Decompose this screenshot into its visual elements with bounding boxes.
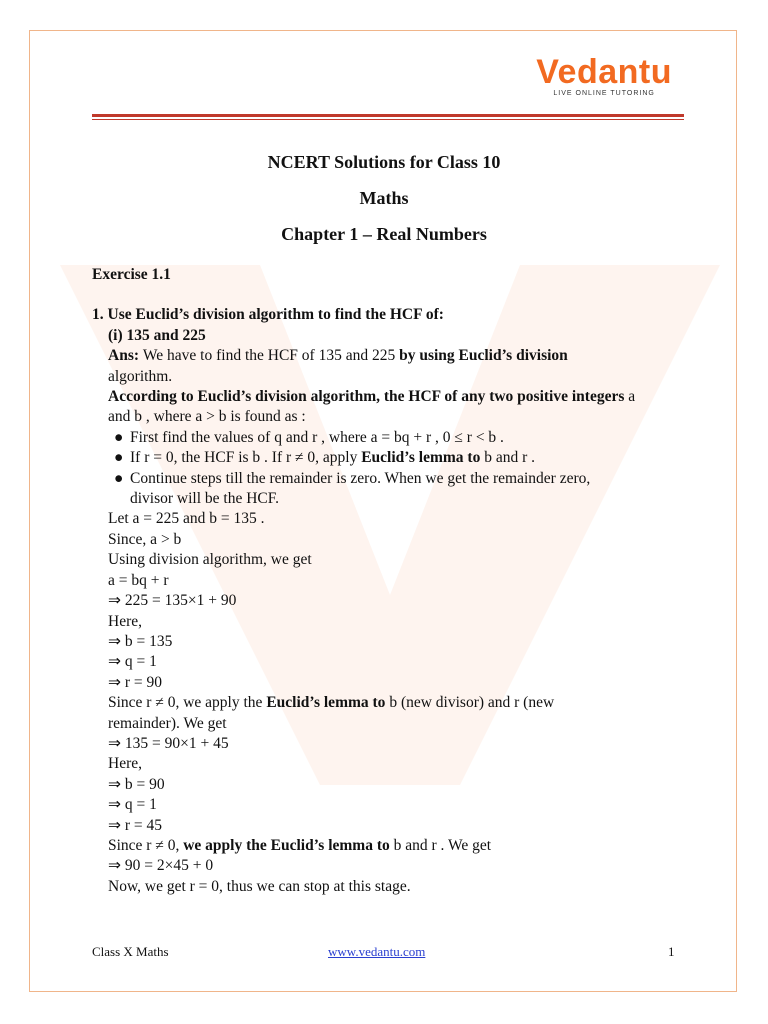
solution-line bbox=[92, 734, 692, 754]
solution-body bbox=[92, 265, 692, 897]
bullet-item bbox=[92, 448, 692, 468]
text-run: b and r . We get bbox=[389, 836, 492, 854]
text-run: (i) 135 and 225 bbox=[108, 326, 206, 344]
solution-line bbox=[92, 550, 692, 570]
text-run: ⇒ 90 = 2×45 + 0 bbox=[108, 857, 214, 875]
doc-title: NCERT Solutions for Class 10 bbox=[267, 152, 501, 172]
text-run: ⇒ 225 = 135×1 + 90 bbox=[108, 592, 237, 610]
text-run: divisor will be the HCF. bbox=[130, 490, 280, 508]
text-run: b and r . bbox=[480, 449, 536, 467]
text-run: Using division algorithm, we get bbox=[108, 551, 312, 569]
solution-line bbox=[92, 571, 692, 591]
text-run: we apply the Euclid’s lemma to bbox=[183, 836, 390, 854]
text-run: algorithm. bbox=[108, 367, 173, 385]
text-run: Now, we get r = 0, thus we can stop at this stage. bbox=[108, 877, 411, 895]
text-run: and b , where a > b is found as : bbox=[108, 408, 306, 426]
text-run: 1. Use Euclid’s division algorithm to find the HCF of: bbox=[92, 306, 444, 324]
solution-line bbox=[92, 326, 692, 346]
text-run: Continue steps till the remainder is zero. When we get the remainder zero, bbox=[130, 469, 591, 487]
text-run: ⇒ b = 90 bbox=[108, 775, 165, 793]
solution-line bbox=[92, 387, 692, 407]
text-run: ⇒ q = 1 bbox=[108, 653, 157, 671]
bullet-icon: ● bbox=[114, 449, 124, 467]
solution-line bbox=[92, 346, 692, 366]
page-number: 1 bbox=[668, 944, 675, 959]
solution-lines bbox=[92, 305, 692, 897]
text-run: Since r ≠ 0, bbox=[108, 836, 184, 854]
text-run: Euclid’s lemma to bbox=[266, 694, 386, 712]
text-run: a bbox=[624, 388, 636, 406]
text-run: According to Euclid’s division algorithm, the HCF of any two positive integers bbox=[108, 388, 625, 406]
text-run: ⇒ q = 1 bbox=[108, 796, 157, 814]
text-run: remainder). We get bbox=[108, 714, 227, 732]
solution-line bbox=[92, 714, 692, 734]
text-run: We have to find the HCF of 135 and 225 bbox=[142, 347, 400, 365]
text-run: ⇒ r = 45 bbox=[108, 816, 163, 834]
solution-line bbox=[92, 407, 692, 427]
logo-word: Vedantu bbox=[536, 53, 672, 91]
text-run: Euclid’s lemma to bbox=[361, 449, 481, 467]
text-run: First find the values of q and r , where a = bq + r , 0 ≤ r < b . bbox=[130, 428, 504, 446]
bullet-icon: ● bbox=[114, 469, 124, 487]
exercise-heading: Exercise 1.1 bbox=[92, 266, 171, 283]
solution-line bbox=[92, 652, 692, 672]
vedantu-logo bbox=[536, 52, 672, 97]
logo-tagline: LIVE ONLINE TUTORING bbox=[553, 90, 655, 97]
header-rule-thick bbox=[92, 114, 684, 117]
text-run: Let a = 225 and b = 135 . bbox=[108, 510, 265, 528]
text-run: Since r ≠ 0, we apply the bbox=[108, 694, 267, 712]
solution-line bbox=[92, 673, 692, 693]
solution-line bbox=[92, 367, 692, 387]
solution-line bbox=[92, 775, 692, 795]
solution-line bbox=[92, 632, 692, 652]
bullet-item bbox=[92, 469, 692, 489]
text-run: Here, bbox=[108, 755, 142, 773]
text-run: Ans: bbox=[108, 347, 143, 365]
text-run: Since, a > b bbox=[108, 530, 182, 548]
bullet-item bbox=[92, 489, 692, 509]
text-run: ⇒ 135 = 90×1 + 45 bbox=[108, 734, 229, 752]
solution-line bbox=[92, 693, 692, 713]
solution-line bbox=[92, 856, 692, 876]
solution-line bbox=[92, 509, 692, 529]
solution-line bbox=[92, 612, 692, 632]
text-run: If r = 0, the HCF is b . If r ≠ 0, apply bbox=[130, 449, 362, 467]
footer-website-link[interactable]: www.vedantu.com bbox=[328, 944, 426, 959]
solution-line bbox=[92, 754, 692, 774]
solution-line bbox=[92, 877, 692, 897]
text-run: ⇒ r = 90 bbox=[108, 673, 163, 691]
text-run: by using Euclid’s division bbox=[399, 347, 568, 365]
header-rule-thin bbox=[92, 119, 684, 120]
footer-class-label: Class X Maths bbox=[92, 944, 169, 959]
solution-line bbox=[92, 591, 692, 611]
solution-line bbox=[92, 836, 692, 856]
solution-line bbox=[92, 816, 692, 836]
solution-line bbox=[92, 530, 692, 550]
text-run: b (new divisor) and r (new bbox=[385, 694, 555, 712]
text-run: Here, bbox=[108, 612, 142, 630]
solution-line bbox=[92, 795, 692, 815]
solution-line bbox=[92, 305, 692, 325]
subject-title: Maths bbox=[359, 188, 409, 208]
bullet-item bbox=[92, 428, 692, 448]
chapter-title: Chapter 1 – Real Numbers bbox=[281, 224, 487, 244]
text-run: a = bq + r bbox=[108, 571, 169, 589]
text-run: ⇒ b = 135 bbox=[108, 632, 173, 650]
bullet-icon: ● bbox=[114, 428, 124, 446]
